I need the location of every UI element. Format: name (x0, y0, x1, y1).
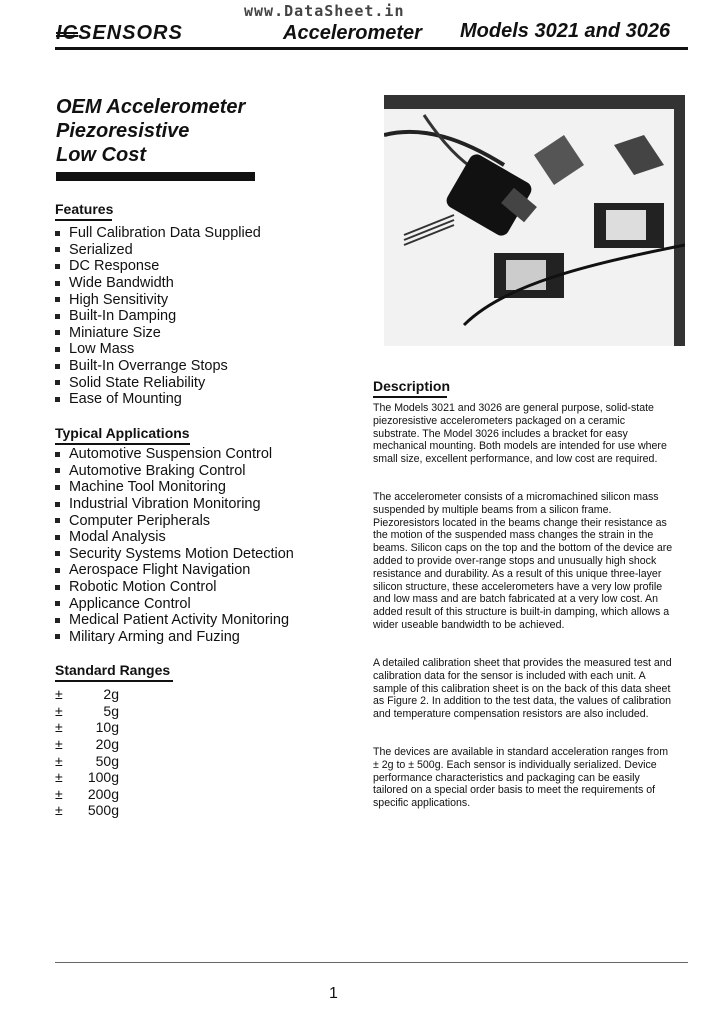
company-logo (56, 22, 183, 45)
feature-item (55, 242, 261, 259)
description-paragraph-1: The Models 3021 and 3026 are general purpose, solid-state piezoresistive accelerometers packaged on a ceramic substrate. The Model 3026 includes a bracket for easy mechanical mounting. Both models are intended for use where small size, excellent performance, and low cost are required. (373, 402, 667, 466)
application-item (55, 612, 294, 629)
feature-item-label: Serialized (69, 241, 133, 258)
features-list (55, 225, 261, 408)
application-item (55, 463, 294, 480)
application-item-label: Computer Peripherals (69, 512, 211, 529)
logo-sensors: SENSORS (78, 22, 183, 44)
application-item-label: Aerospace Flight Navigation (69, 562, 251, 579)
page-number: 1 (329, 985, 338, 1002)
range-item (55, 802, 119, 819)
feature-item-label: Low Mass (69, 341, 135, 358)
title-line-3: Low Cost (56, 144, 146, 166)
bullet-icon (55, 247, 60, 252)
features-heading: Features (55, 201, 114, 217)
bullet-icon (55, 231, 60, 236)
features-heading-rule (55, 219, 112, 221)
range-value: 100g (87, 769, 119, 786)
application-item (55, 595, 294, 612)
feature-item (55, 325, 261, 342)
product-photo-image (384, 95, 685, 346)
range-value: 5g (103, 702, 119, 719)
application-item-label: Military Arming and Fuzing (69, 628, 240, 645)
application-item (55, 579, 294, 596)
application-item-label: Modal Analysis (69, 529, 166, 546)
application-item (55, 479, 294, 496)
title-line-2: Piezoresistive (56, 120, 190, 142)
feature-item-label: High Sensitivity (69, 291, 169, 308)
feature-item-label: Miniature Size (69, 324, 161, 341)
application-item-label: Industrial Vibration Monitoring (69, 496, 261, 513)
feature-item (55, 358, 261, 375)
feature-item (55, 391, 261, 408)
bullet-icon (55, 518, 60, 523)
feature-item (55, 275, 261, 292)
range-value: 2g (103, 686, 119, 703)
application-item-label: Automotive Braking Control (69, 462, 246, 479)
plus-minus-symbol: ± (55, 769, 63, 786)
feature-item-label: Wide Bandwidth (69, 275, 174, 292)
logo-ic: IC (56, 22, 78, 44)
feature-item (55, 374, 261, 391)
application-item (55, 629, 294, 646)
plus-minus-symbol: ± (55, 702, 63, 719)
range-value: 500g (87, 802, 119, 819)
header-models: Models 3021 and 3026 (460, 20, 671, 42)
feature-item (55, 291, 261, 308)
bullet-icon (55, 314, 60, 319)
applications-list (55, 446, 294, 645)
bullet-icon (55, 281, 60, 286)
application-item-label: Automotive Suspension Control (69, 446, 273, 463)
bullet-icon (55, 535, 60, 540)
range-value: 20g (95, 736, 119, 753)
feature-item-label: Built-In Damping (69, 308, 177, 325)
bullet-icon (55, 297, 60, 302)
application-item-label: Medical Patient Activity Monitoring (69, 612, 290, 629)
plus-minus-symbol: ± (55, 686, 63, 703)
feature-item (55, 225, 261, 242)
page-title (56, 95, 245, 167)
description-heading-rule (373, 396, 447, 398)
feature-item-label: Ease of Mounting (69, 391, 182, 408)
plus-minus-symbol: ± (55, 719, 63, 736)
bullet-icon (55, 502, 60, 507)
description-paragraph-3: A detailed calibration sheet that provides the measured test and calibration data for the sensor is included with each unit. A sample of this calibration sheet is on the back of this data sheet as Figure 2. In addition to the test data, the values of calibration and temperature compensation resistors are also included. (373, 657, 672, 721)
bullet-icon (55, 551, 60, 556)
range-item (55, 686, 119, 703)
range-value: 50g (95, 752, 119, 769)
footer-rule (55, 962, 688, 963)
bullet-icon (55, 468, 60, 473)
bullet-icon (55, 618, 60, 623)
range-item (55, 752, 119, 769)
range-item (55, 703, 119, 720)
description-heading: Description (373, 378, 451, 394)
feature-item (55, 258, 261, 275)
bullet-icon (55, 397, 60, 402)
header-rule (55, 47, 688, 50)
watermark-url: www.DataSheet.in (244, 2, 405, 20)
plus-minus-symbol: ± (55, 736, 63, 753)
bullet-icon (55, 330, 60, 335)
range-value: 10g (95, 719, 119, 736)
plus-minus-symbol: ± (55, 752, 63, 769)
bullet-icon (55, 568, 60, 573)
feature-item-label: Full Calibration Data Supplied (69, 225, 261, 242)
product-photo (384, 95, 685, 346)
title-line-1: OEM Accelerometer (56, 96, 246, 118)
range-item (55, 786, 119, 803)
application-item (55, 562, 294, 579)
bullet-icon (55, 364, 60, 369)
application-item-label: Applicance Control (69, 595, 191, 612)
feature-item (55, 308, 261, 325)
bullet-icon (55, 485, 60, 490)
bullet-icon (55, 347, 60, 352)
ranges-heading-rule (55, 680, 173, 682)
ranges-heading: Standard Ranges (55, 662, 171, 678)
plus-minus-symbol: ± (55, 802, 63, 819)
application-item (55, 512, 294, 529)
applications-heading: Typical Applications (55, 425, 190, 441)
bullet-icon (55, 634, 60, 639)
bullet-icon (55, 452, 60, 457)
application-item (55, 529, 294, 546)
range-item (55, 736, 119, 753)
feature-item (55, 341, 261, 358)
title-bar (56, 172, 255, 181)
bullet-icon (55, 601, 60, 606)
application-item-label: Machine Tool Monitoring (69, 479, 226, 496)
range-item (55, 719, 119, 736)
range-value: 200g (87, 785, 119, 802)
application-item (55, 446, 294, 463)
bullet-icon (55, 585, 60, 590)
applications-heading-rule (55, 443, 190, 445)
range-item (55, 769, 119, 786)
bullet-icon (55, 380, 60, 385)
header-product-type: Accelerometer (283, 22, 422, 44)
feature-item-label: Built-In Overrange Stops (69, 358, 228, 375)
ranges-list (55, 686, 119, 819)
application-item (55, 546, 294, 563)
application-item-label: Security Systems Motion Detection (69, 545, 294, 562)
description-paragraph-4: The devices are available in standard acceleration ranges from ± 2g to ± 500g. Each sensor is individually serialized. Device performance characteristics and packaging can be easily tailored on a special order basis to meet the requirements of specific applications. (373, 746, 669, 810)
application-item-label: Robotic Motion Control (69, 579, 217, 596)
feature-item-label: DC Response (69, 258, 160, 275)
feature-item-label: Solid State Reliability (69, 374, 206, 391)
application-item (55, 496, 294, 513)
plus-minus-symbol: ± (55, 785, 63, 802)
bullet-icon (55, 264, 60, 269)
description-paragraph-2: The accelerometer consists of a micromachined silicon mass suspended by multiple beams from a silicon frame. Piezoresistors located in the beams change their resistance as the motion of the suspended mass changes the strain in the beams. Silicon caps on the top and the bottom of the device are added to provide over-range stops and unusually high shock resistance and durability. As a result of this unique three-layer silicon structure, these accelerometers have a very low profile and low mass and are batch fabricated at a very low cost. An added result of this structure is built-in damping, which allows a wider useable bandwidth to be achieved. (373, 491, 673, 631)
